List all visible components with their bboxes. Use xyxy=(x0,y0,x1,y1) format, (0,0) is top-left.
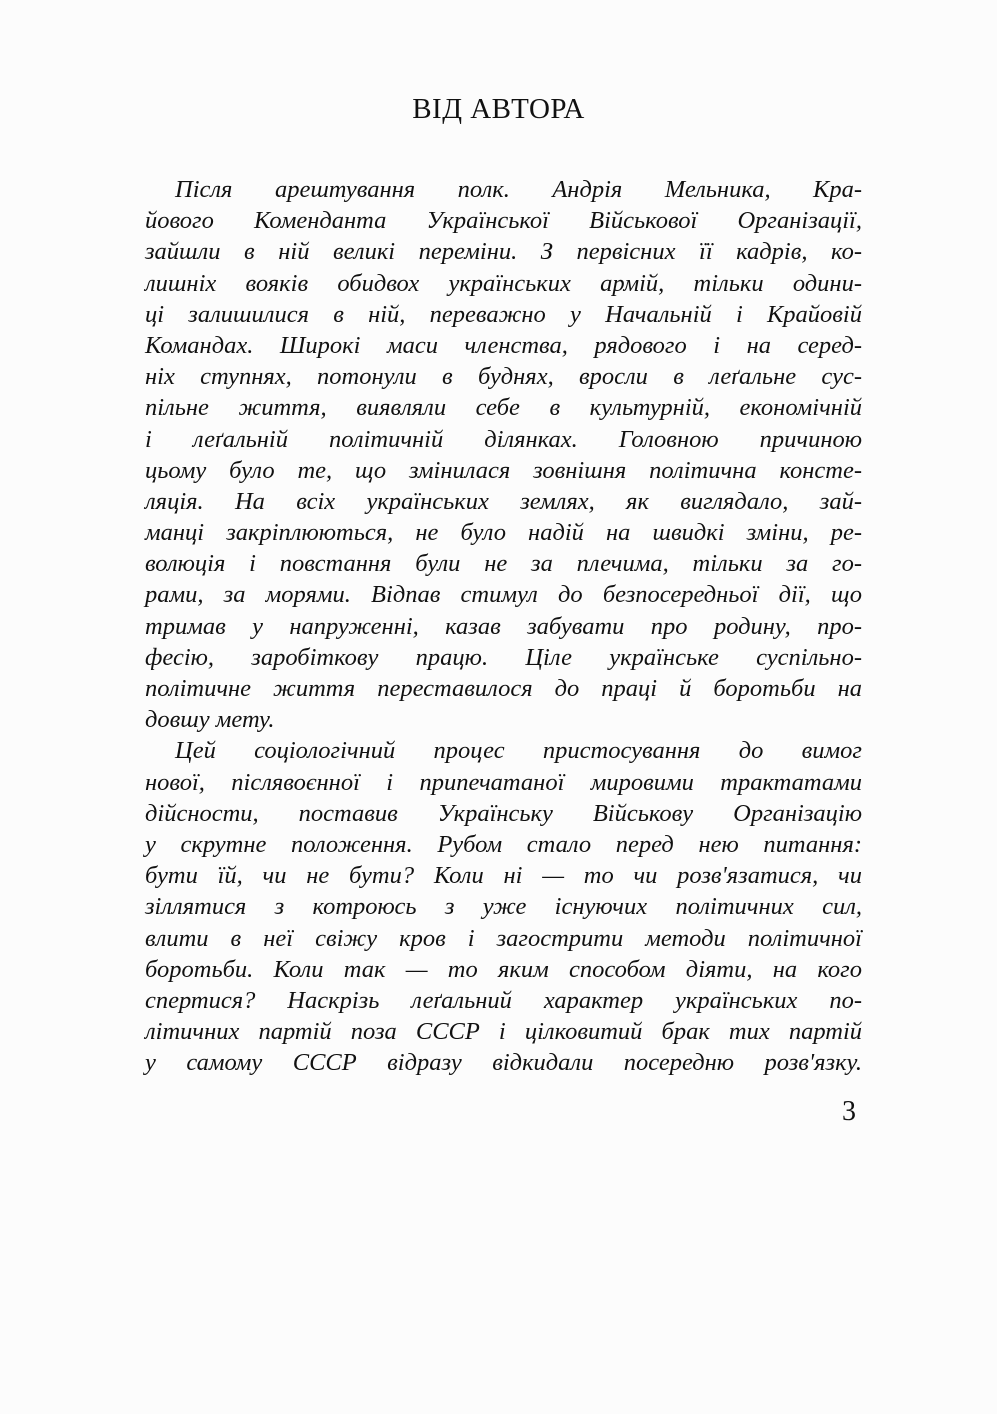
page-number: 3 xyxy=(842,1096,856,1127)
text-line: політичне життя переставилося до праці й боротьби на xyxy=(145,675,862,702)
text-line: ніх ступнях, потонули в буднях, вросли в леґальне сус- xyxy=(145,363,862,391)
paragraph-1 xyxy=(145,174,862,735)
text-line: нової, післявоєнної і припечатаної мировими трактатами xyxy=(145,768,862,796)
text-line: Після арештування полк. Андрія Мельника, Кра- xyxy=(175,176,862,203)
text-line: зіллятися з котроюсь з уже існуючих політичних сил, xyxy=(145,893,862,921)
paragraph-2 xyxy=(145,735,862,1078)
text-line: Цей соціологічний процес пристосування до вимог xyxy=(175,737,862,765)
text-line: манці закріплюються, не було надій на швидкі зміни, ре- xyxy=(145,519,862,547)
text-line: спертися? Наскрізь леґальний характер українських по- xyxy=(145,986,862,1014)
text-line: цьому було те, що змінилася зовнішня політична консте- xyxy=(145,456,862,484)
text-line: довшу мету. xyxy=(145,706,275,734)
text-line: зайшли в ній великі переміни. З первісних її кадрів, ко- xyxy=(145,238,862,266)
text-line: і леґальній політичній ділянках. Головною причиною xyxy=(145,425,862,453)
text-line: літичних партій поза СССР і цілковитий брак тих партій xyxy=(145,1018,862,1046)
text-line: тримав у напруженні, казав забувати про родину, про- xyxy=(145,612,862,640)
text-line: боротьби. Коли так — то яким способом діяти, на кого xyxy=(145,955,862,983)
text-line: йового Коменданта Української Військової Організації, xyxy=(145,207,862,235)
chapter-title: ВІД АВТОРА xyxy=(412,93,585,125)
text-line: ці залишилися в ній, переважно у Начальній і Крайовій xyxy=(145,300,862,328)
text-line: пільне життя, виявляли себе в культурній, економічній xyxy=(145,394,862,422)
text-line: рами, за морями. Відпав стимул до безпосередньої дії, що xyxy=(145,581,862,609)
text-line: у скрутне положення. Рубом стало перед нею питання: xyxy=(145,830,862,858)
text-line: бути їй, чи не бути? Коли ні — то чи розв'язатися, чи xyxy=(145,862,862,890)
text-line: волюція і повстання були не за плечима, тільки за го- xyxy=(145,550,862,578)
text-line: влити в неї свіжу кров і загострити методи політичної xyxy=(145,924,862,952)
text-line: ляція. На всіх українських землях, як виглядало, зай- xyxy=(145,487,862,515)
text-line: Командах. Широкі маси членства, рядового і на серед- xyxy=(145,331,862,359)
text-line: фесію, заробіткову працю. Ціле українське суспільно- xyxy=(145,643,862,671)
text-line: дійсности, поставив Українську Військову Організацію xyxy=(145,799,862,827)
text-line: у самому СССР відразу відкидали посередню розв'язку. xyxy=(145,1049,862,1077)
text-line: лишніх вояків обидвох українських армій, тільки одини- xyxy=(145,269,862,297)
body-text xyxy=(145,174,862,1078)
